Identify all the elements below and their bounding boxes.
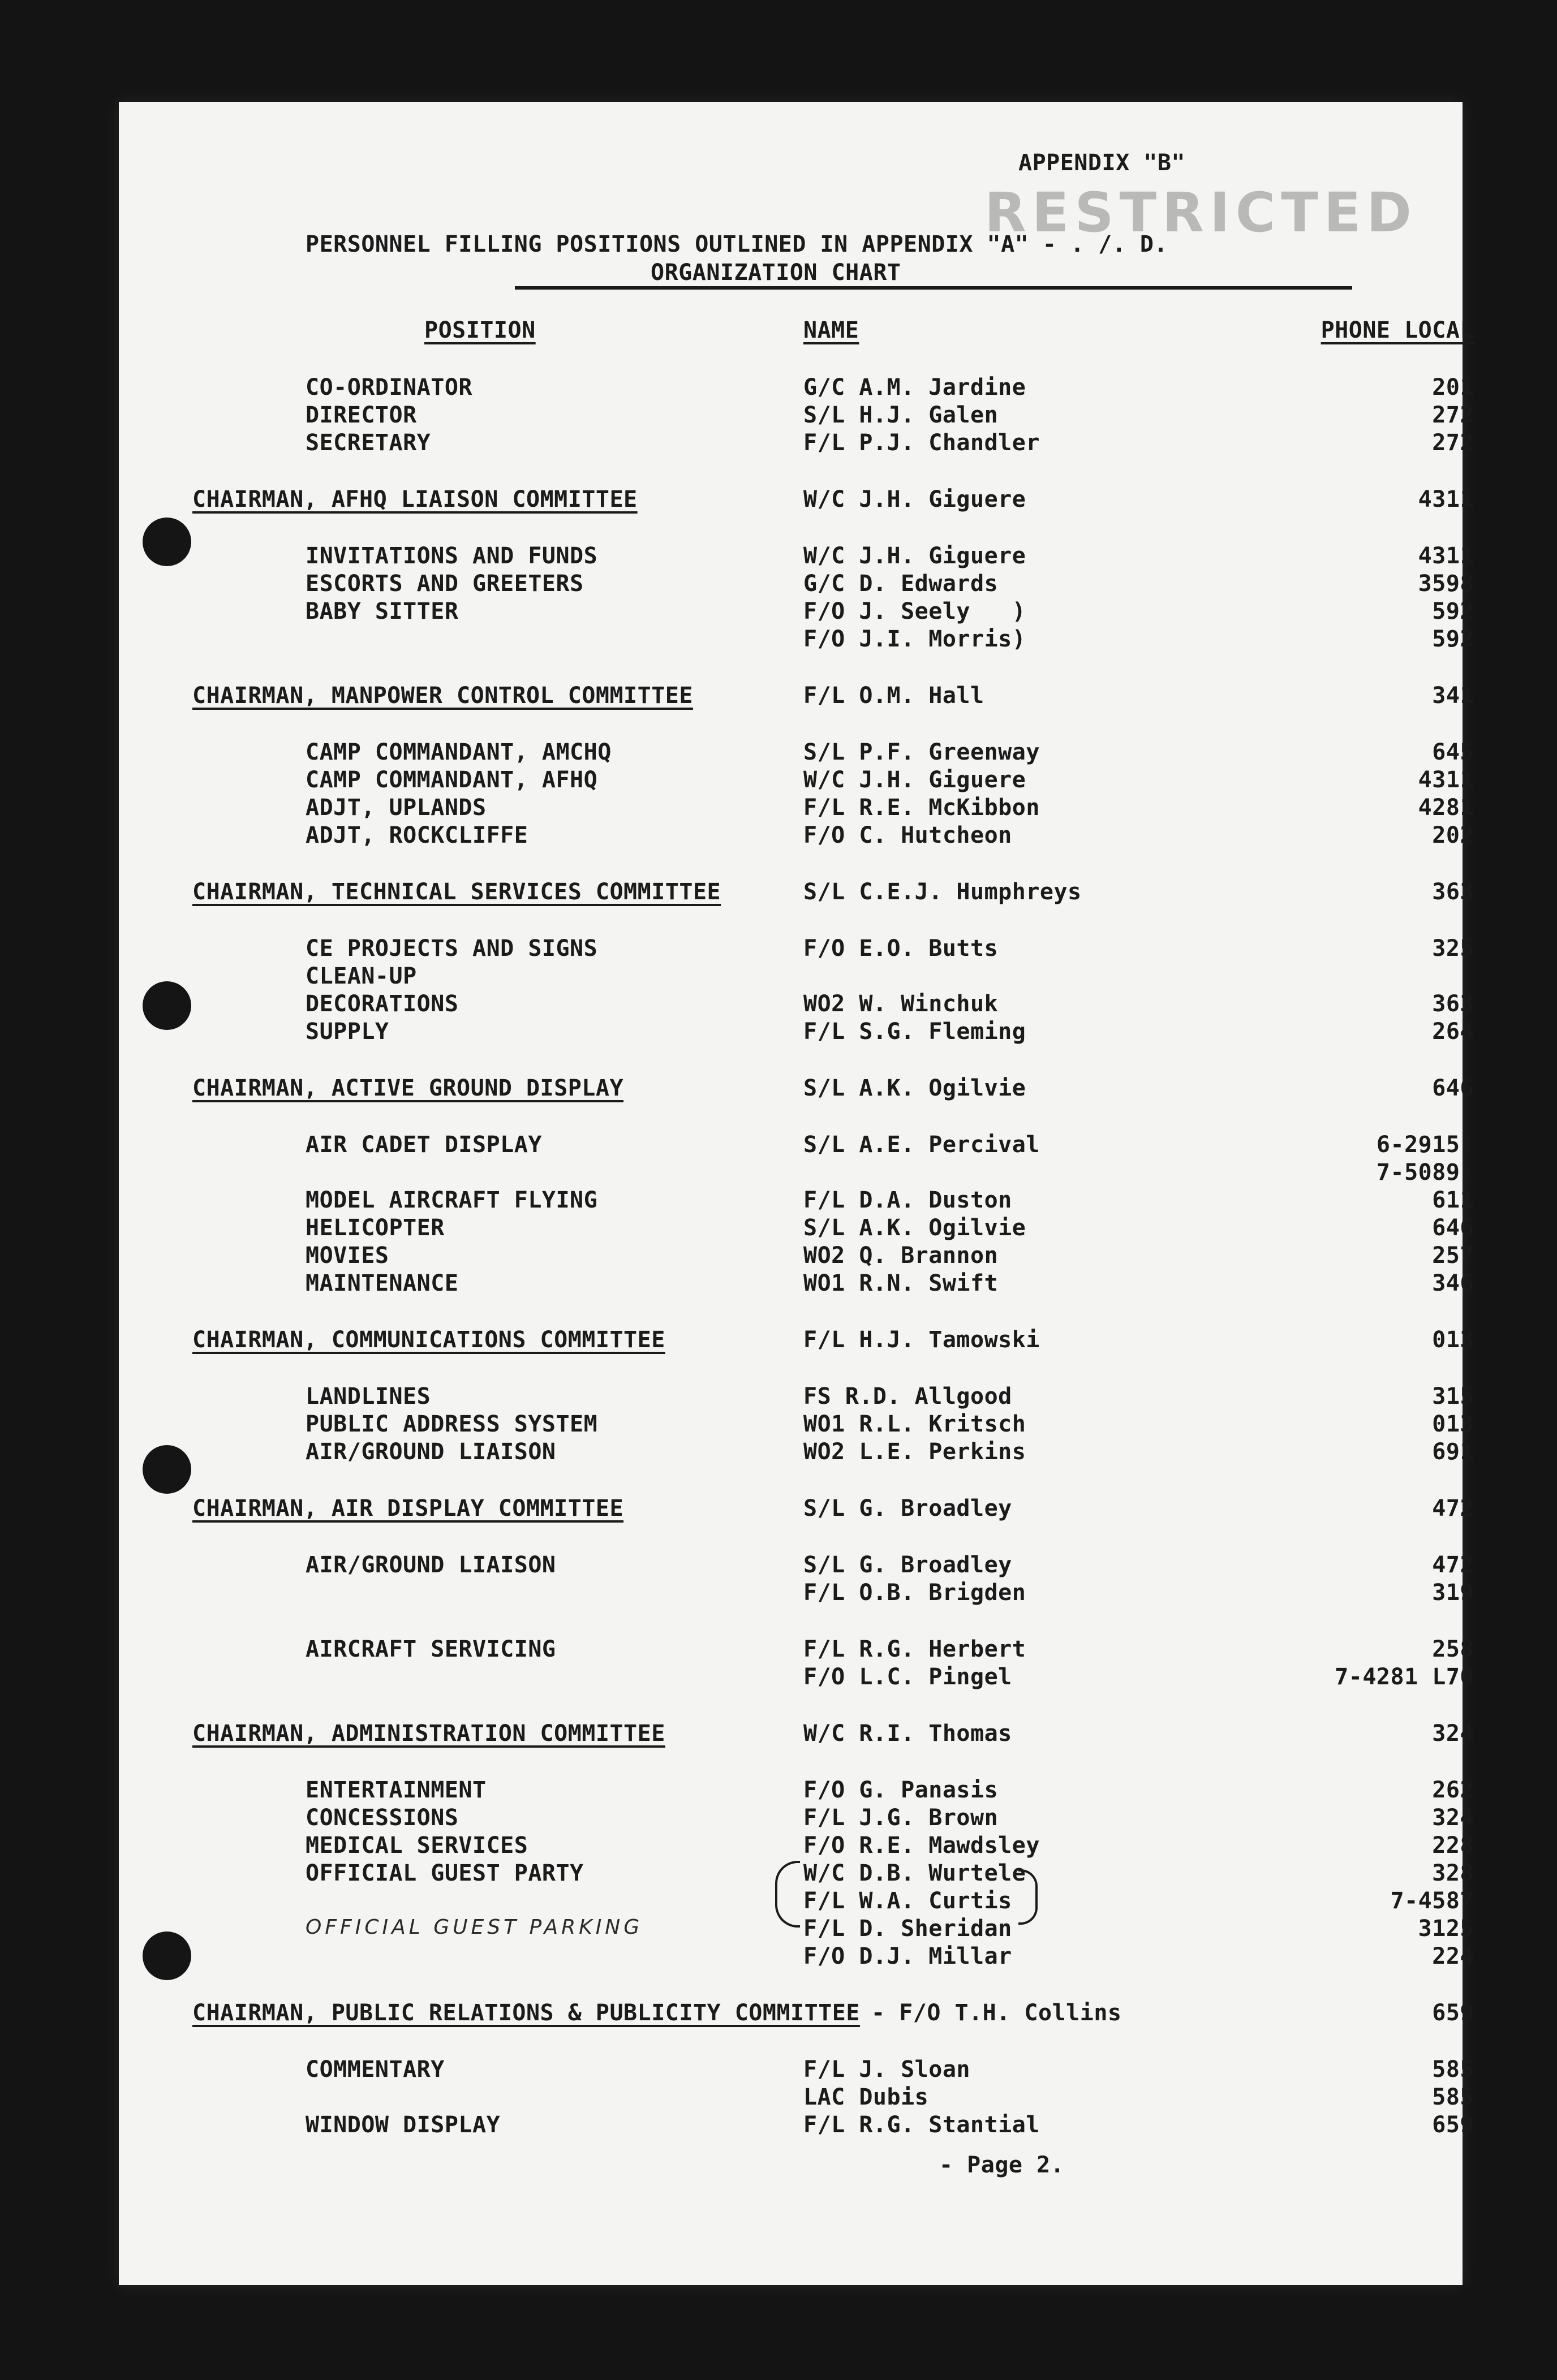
name-cell: S/L A.K. Ogilvie: [803, 1215, 1026, 1241]
name-cell: F/O D.J. Millar: [803, 1943, 1012, 1969]
phone-cell: 324: [1432, 1721, 1474, 1747]
position-cell: CAMP COMMANDANT, AFHQ: [306, 767, 598, 793]
phone-cell: 324: [1432, 1805, 1474, 1831]
phone-cell: 4311: [1418, 543, 1474, 569]
name-cell: F/O J. Seely ): [803, 598, 1026, 624]
position-cell: DECORATIONS: [306, 991, 459, 1017]
phone-cell: 325: [1432, 935, 1474, 962]
phone-cell: 228: [1432, 1833, 1474, 1859]
position-cell: MOVIES: [306, 1243, 389, 1269]
name-cell: F/L W.A. Curtis: [803, 1888, 1012, 1914]
name-cell: F/O L.C. Pingel: [803, 1664, 1012, 1690]
phone-cell: 646: [1432, 1215, 1474, 1241]
binder-hole: [143, 981, 191, 1030]
name-cell: WO2 L.E. Perkins: [803, 1439, 1026, 1465]
committee-heading: CHAIRMAN, ACTIVE GROUND DISPLAY: [192, 1075, 624, 1101]
phone-cell: 592: [1432, 626, 1474, 652]
binder-hole: [143, 1445, 191, 1494]
position-cell: ADJT, ROCKCLIFFE: [306, 822, 528, 848]
name-cell: F/O G. Panasis: [803, 1777, 999, 1803]
name-cell: F/L R.G. Stantial: [803, 2112, 1040, 2138]
position-cell: OFFICIAL GUEST PARKING: [306, 1916, 643, 1939]
position-cell: SUPPLY: [306, 1019, 389, 1045]
position-cell: MEDICAL SERVICES: [306, 1833, 528, 1859]
page-number: - Page 2.: [939, 2152, 1065, 2178]
position-cell: INVITATIONS AND FUNDS: [306, 543, 598, 569]
phone-cell: 319: [1432, 1580, 1474, 1606]
position-cell: CAMP COMMANDANT, AMCHQ: [306, 739, 612, 765]
committee-heading: CHAIRMAN, AIR DISPLAY COMMITTEE: [192, 1495, 624, 1521]
phone-cell: 257: [1432, 1243, 1474, 1269]
title-rule: [515, 286, 1352, 290]
name-cell: FS R.D. Allgood: [803, 1383, 1012, 1409]
name-cell: F/L R.E. McKibbon: [803, 795, 1040, 821]
name-cell: W/C D.B. Wurtele: [803, 1860, 1026, 1886]
document-subtitle: ORGANIZATION CHART: [651, 260, 901, 286]
name-cell: F/O C. Hutcheon: [803, 822, 1012, 848]
position-cell: SECRETARY: [306, 430, 431, 456]
phone-cell: 7-4587: [1390, 1888, 1474, 1914]
phone-cell: 262: [1432, 1777, 1474, 1803]
name-cell: F/L H.J. Tamowski: [803, 1327, 1040, 1353]
phone-cell: 646: [1432, 1075, 1474, 1101]
document-title: PERSONNEL FILLING POSITIONS OUTLINED IN APPENDIX "A" - . /. D.: [306, 231, 1168, 257]
name-cell: F/O E.O. Butts: [803, 935, 999, 962]
phone-cell: 645: [1432, 739, 1474, 765]
name-cell: F/L D.A. Duston: [803, 1187, 1012, 1213]
phone-cell: 6-2915): [1376, 1132, 1474, 1158]
phone-cell: 472: [1432, 1495, 1474, 1521]
position-cell: ENTERTAINMENT: [306, 1777, 487, 1803]
document-page: [119, 102, 1474, 2285]
phone-cell: 201: [1432, 374, 1474, 400]
position-cell: AIRCRAFT SERVICING: [306, 1636, 556, 1662]
header-phone: PHONE LOCAL: [1321, 317, 1474, 343]
position-cell: AIR CADET DISPLAY: [306, 1132, 542, 1158]
position-cell: ADJT, UPLANDS: [306, 795, 487, 821]
phone-cell: 611: [1432, 1187, 1474, 1213]
name-cell: F/L O.M. Hall: [803, 683, 984, 709]
name-cell: WO1 R.N. Swift: [803, 1270, 999, 1296]
name-cell: S/L P.F. Greenway: [803, 739, 1040, 765]
phone-cell: 7-4281 L70: [1335, 1664, 1474, 1690]
position-cell: LANDLINES: [306, 1383, 431, 1409]
phone-cell: 315: [1432, 1383, 1474, 1409]
restricted-stamp: RESTRICTED: [984, 181, 1417, 244]
phone-cell: 7-5089): [1376, 1159, 1474, 1185]
name-cell: F/L J. Sloan: [803, 2056, 970, 2082]
phone-cell: 013: [1432, 1327, 1474, 1353]
phone-cell: 272: [1432, 402, 1474, 428]
header-position: POSITION: [424, 317, 536, 343]
phone-cell: 328: [1432, 1860, 1474, 1886]
position-cell: WINDOW DISPLAY: [306, 2112, 501, 2138]
name-cell: F/L R.G. Herbert: [803, 1636, 1026, 1662]
phone-cell: 013: [1432, 1411, 1474, 1437]
name-cell: F/L D. Sheridan: [803, 1916, 1012, 1942]
binder-hole: [143, 1931, 191, 1980]
phone-cell: 363: [1432, 991, 1474, 1017]
phone-cell: 592: [1432, 598, 1474, 624]
phone-cell: 659: [1432, 2000, 1474, 2026]
name-cell: F/L O.B. Brigden: [803, 1580, 1026, 1606]
phone-cell: 363: [1432, 879, 1474, 905]
phone-cell: 202: [1432, 822, 1474, 848]
name-cell: G/C A.M. Jardine: [803, 374, 1026, 400]
appendix-label: APPENDIX "B": [1018, 150, 1185, 176]
position-cell: AIR/GROUND LIAISON: [306, 1552, 556, 1578]
name-cell: F/O R.E. Mawdsley: [803, 1833, 1040, 1859]
position-cell: CE PROJECTS AND SIGNS: [306, 935, 598, 962]
name-cell: W/C J.H. Giguere: [803, 486, 1026, 512]
name-cell: S/L A.K. Ogilvie: [803, 1075, 1026, 1101]
name-cell: S/L G. Broadley: [803, 1552, 1012, 1578]
name-cell: S/L H.J. Galen: [803, 402, 999, 428]
position-cell: PUBLIC ADDRESS SYSTEM: [306, 1411, 598, 1437]
committee-heading: CHAIRMAN, TECHNICAL SERVICES COMMITTEE: [192, 879, 721, 905]
phone-cell: 472: [1432, 1552, 1474, 1578]
committee-heading: CHAIRMAN, PUBLIC RELATIONS & PUBLICITY COMMITTEE: [192, 2000, 860, 2026]
committee-heading: CHAIRMAN, MANPOWER CONTROL COMMITTEE: [192, 683, 693, 709]
committee-heading: CHAIRMAN, COMMUNICATIONS COMMITTEE: [192, 1327, 665, 1353]
phone-cell: 272: [1432, 430, 1474, 456]
name-cell: G/C D. Edwards: [803, 571, 999, 597]
name-cell: W/C J.H. Giguere: [803, 543, 1026, 569]
name-cell: LAC Dubis: [803, 2084, 929, 2110]
phone-cell: 659: [1432, 2112, 1474, 2138]
committee-heading: CHAIRMAN, AFHQ LIAISON COMMITTEE: [192, 486, 638, 512]
handwritten-bracket: [775, 1861, 800, 1928]
position-cell: OFFICIAL GUEST PARTY: [306, 1860, 584, 1886]
name-cell: F/L P.J. Chandler: [803, 430, 1040, 456]
position-cell: CONCESSIONS: [306, 1805, 459, 1831]
name-cell: W/C J.H. Giguere: [803, 767, 1026, 793]
name-cell: WO2 Q. Brannon: [803, 1243, 999, 1269]
binder-hole: [143, 518, 191, 566]
phone-cell: 346: [1432, 1270, 1474, 1296]
name-cell: F/O J.I. Morris): [803, 626, 1026, 652]
name-cell: F/L J.G. Brown: [803, 1805, 999, 1831]
phone-cell: 4311: [1418, 767, 1474, 793]
phone-cell: 3598: [1418, 571, 1474, 597]
position-cell: ESCORTS AND GREETERS: [306, 571, 584, 597]
name-cell: S/L C.E.J. Humphreys: [803, 879, 1082, 905]
phone-cell: 224: [1432, 1943, 1474, 1969]
phone-cell: 691: [1432, 1439, 1474, 1465]
committee-heading: CHAIRMAN, ADMINISTRATION COMMITTEE: [192, 1721, 665, 1747]
phone-cell: 264: [1432, 1019, 1474, 1045]
position-cell: MAINTENANCE: [306, 1270, 459, 1296]
phone-cell: 585: [1432, 2056, 1474, 2082]
name-cell: WO1 R.L. Kritsch: [803, 1411, 1026, 1437]
handwritten-bracket: [1018, 1869, 1038, 1925]
phone-cell: 4281: [1418, 795, 1474, 821]
name-cell: S/L G. Broadley: [803, 1495, 1012, 1521]
phone-cell: 258: [1432, 1636, 1474, 1662]
position-cell: MODEL AIRCRAFT FLYING: [306, 1187, 598, 1213]
phone-cell: 585: [1432, 2084, 1474, 2110]
position-cell: COMMENTARY: [306, 2056, 445, 2082]
name-cell: - F/O T.H. Collins: [871, 2000, 1122, 2026]
position-cell: BABY SITTER: [306, 598, 459, 624]
position-cell: HELICOPTER: [306, 1215, 445, 1241]
position-cell: CO-ORDINATOR: [306, 374, 472, 400]
phone-cell: 3125: [1418, 1916, 1474, 1942]
name-cell: WO2 W. Winchuk: [803, 991, 999, 1017]
phone-cell: 4311: [1418, 486, 1474, 512]
position-cell: DIRECTOR: [306, 402, 417, 428]
name-cell: W/C R.I. Thomas: [803, 1721, 1012, 1747]
position-cell: CLEAN-UP: [306, 963, 417, 989]
name-cell: F/L S.G. Fleming: [803, 1019, 1026, 1045]
header-name: NAME: [803, 317, 859, 343]
phone-cell: 341: [1432, 683, 1474, 709]
position-cell: AIR/GROUND LIAISON: [306, 1439, 556, 1465]
name-cell: S/L A.E. Percival: [803, 1132, 1040, 1158]
